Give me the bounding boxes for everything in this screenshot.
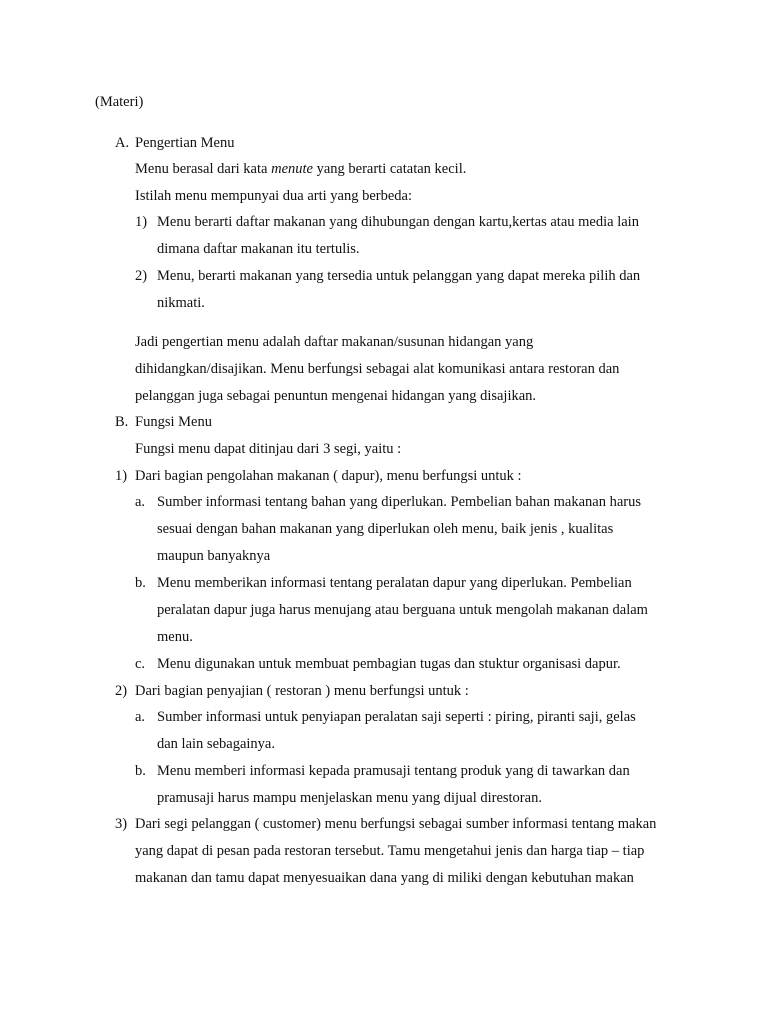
section-a-line1-before: Menu berasal dari kata — [135, 161, 272, 177]
section-b-point3-line2: yang dapat di pesan pada restoran tersebut. Tamu mengetahui jenis dan harga tiap – tiap — [135, 843, 645, 859]
section-b-title: Fungsi Menu — [135, 414, 212, 430]
section-a-item2-marker: 2) — [135, 268, 148, 284]
section-b-point1-text: Dari bagian pengolahan makanan ( dapur), menu berfungsi untuk : — [135, 468, 522, 484]
section-a-line1-italic: menute — [271, 161, 313, 177]
section-b-point3-marker: 3) — [115, 816, 128, 832]
point2-sub-a-line1: Sumber informasi untuk penyiapan peralatan saji seperti : piring, piranti saji, gelas — [157, 709, 636, 725]
point2-sub-a-marker: a. — [135, 709, 146, 725]
section-a-item1-line1: Menu berarti daftar makanan yang dihubungan dengan kartu,kertas atau media lain — [157, 214, 639, 230]
point1-sub-b-line1: Menu memberikan informasi tentang peralatan dapur yang diperlukan. Pembelian — [157, 575, 632, 591]
section-b-marker: B. — [115, 414, 129, 430]
section-a-item1-marker: 1) — [135, 214, 148, 230]
section-b-point2-marker: 2) — [115, 683, 128, 699]
point1-sub-a-line2: sesuai dengan bahan makanan yang diperlukan oleh menu, baik jenis , kualitas — [157, 521, 614, 537]
section-a-item2-line1: Menu, berarti makanan yang tersedia untuk pelanggan yang dapat mereka pilih dan — [157, 268, 641, 284]
section-a-item2-line2: nikmati. — [157, 295, 205, 311]
section-a-marker: A. — [115, 135, 130, 151]
section-b-point3-line3: makanan dan tamu dapat menyesuaikan dana yang di miliki dengan kebutuhan makan — [135, 870, 634, 886]
point1-sub-b-marker: b. — [135, 575, 146, 591]
point1-sub-c-marker: c. — [135, 656, 146, 672]
point1-sub-a-line1: Sumber informasi tentang bahan yang diperlukan. Pembelian bahan makanan harus — [157, 494, 641, 510]
section-a-line1-after: yang berarti catatan kecil. — [312, 161, 467, 177]
point1-sub-a-marker: a. — [135, 494, 146, 510]
point2-sub-b-line1: Menu memberi informasi kepada pramusaji tentang produk yang di tawarkan dan — [157, 763, 630, 779]
section-a-item1-line2: dimana daftar makanan itu tertulis. — [157, 241, 360, 257]
section-a-conclusion-line2: dihidangkan/disajikan. Menu berfungsi sebagai alat komunikasi antara restoran dan — [135, 361, 620, 377]
section-a-conclusion-line1: Jadi pengertian menu adalah daftar makanan/susunan hidangan yang — [135, 334, 534, 350]
point1-sub-c-line1: Menu digunakan untuk membuat pembagian tugas dan stuktur organisasi dapur. — [157, 656, 621, 672]
point2-sub-b-line2: pramusaji harus mampu menjelaskan menu yang dijual direstoran. — [157, 790, 542, 806]
section-b-intro: Fungsi menu dapat ditinjau dari 3 segi, yaitu : — [135, 441, 402, 457]
section-a-conclusion-line3: pelanggan juga sebagai penuntun mengenai hidangan yang disajikan. — [135, 388, 537, 404]
point1-sub-a-line3: maupun banyaknya — [157, 548, 271, 564]
section-b-point3-line1: Dari segi pelanggan ( customer) menu berfungsi sebagai sumber informasi tentang makan — [135, 816, 657, 832]
section-b-point1-marker: 1) — [115, 468, 128, 484]
section-a-title: Pengertian Menu — [135, 135, 235, 151]
section-a-line2: Istilah menu mempunyai dua arti yang berbeda: — [135, 188, 413, 204]
point1-sub-b-line3: menu. — [157, 629, 193, 645]
section-a-line1 — [135, 160, 466, 178]
section-b-point2-text: Dari bagian penyajian ( restoran ) menu berfungsi untuk : — [135, 683, 469, 699]
page-heading: (Materi) — [95, 94, 144, 110]
point1-sub-b-line2: peralatan dapur juga harus menujang atau berguana untuk mengolah makanan dalam — [157, 602, 648, 618]
point2-sub-b-marker: b. — [135, 763, 146, 779]
point2-sub-a-line2: dan lain sebagainya. — [157, 736, 275, 752]
